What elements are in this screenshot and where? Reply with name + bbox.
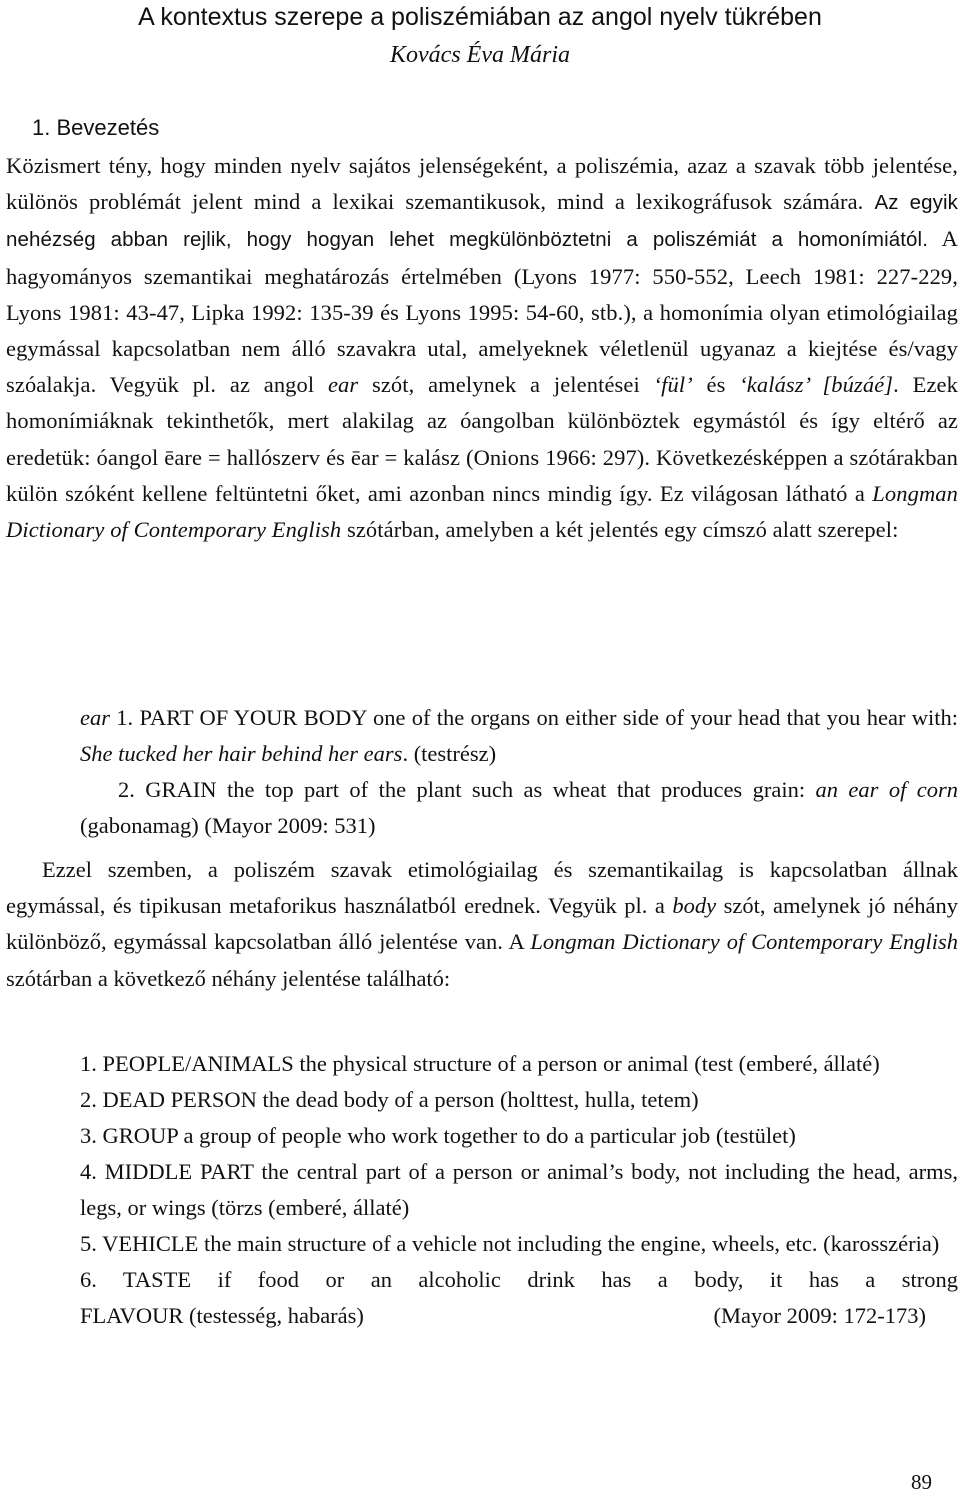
text-run: Az egyik nehézség abban rejlik, hogy hogyan lehet megkülönböztetni a poliszémiát a homonímiától. [6,191,958,252]
text-run: 2. GRAIN the top part of the plant such as wheat that produces grain: [118,777,816,802]
meaning-ful: ‘fül’ [653,372,693,398]
list-item: 2. DEAD PERSON the dead body of a person (holttest, hulla, tetem) [80,1087,699,1112]
term-ear: ear [327,372,359,398]
text-run: A hagyományos szemantikai meghatározás értelmében (Lyons 1977: 550-552, Leech 1981: 227-229, Lyons 1981: 43-47, Lipka 1992: 135-39 és Lyons 1995: 54-60, stb.), a homonímia olyan etimológiailag egymással kapcsolatban nem álló szavakra utal, amelyeknek véletlenül ugyanaz a kiejtése és/vagy szóalakja. Vegyük pl. az angol [6,226,958,398]
text-run: szótárban a következő néhány jelentése található: [6,965,451,991]
dictionary-entry-ear-1 [80,700,958,772]
entry-example: an ear of corn [815,777,958,802]
meaning-kalasz: ‘kalász’ [búzáé] [739,372,894,398]
author-name: Kovács Éva Mária [390,42,570,68]
intro-paragraph [6,148,958,548]
text-run: szótárban, amelyben a két jelentés egy címszó alatt szerepel: [341,517,899,543]
sense-text-end: FLAVOUR (testesség, habarás) [80,1303,364,1328]
list-item: 4. MIDDLE PART the central part of a person or animal’s body, not including the head, arms, legs, or wings (törzs (emberé, állaté) [80,1159,958,1220]
text-run: (gabonamag) (Mayor 2009: 531) [80,813,376,838]
entry-headword: ear [80,705,110,730]
list-item [80,1262,958,1334]
paper-title: A kontextus szerepe a poliszémiában az angol nyelv tükrében [138,3,822,31]
entry-example: She tucked her hair behind her ears [80,741,403,766]
dictionary-title: Longman Dictionary of Contemporary English [530,929,958,955]
citation: (Mayor 2009: 172-173) [713,1303,926,1328]
dictionary-entry-ear-2 [80,772,958,844]
text-run: Ezzel szemben, a poliszém szavak etimológiailag és szemantikailag is kapcsolatban állnak egymással, és tipikusan metaforikus használatból erednek. Vegyük pl. a [6,857,958,919]
sense-text: 6. TASTE if food or an alcoholic drink has a body, it has a strong [80,1267,958,1292]
sense-last-line [80,1298,958,1334]
text-run: szót, amelynek a jelentései [358,372,654,398]
text-run: szót, amelynek jó néhány különböző, egymással kapcsolatban álló jelentése van. A [6,893,958,955]
text-run: . (testrész) [402,741,497,766]
text-run: és [692,372,740,398]
list-item: 1. PEOPLE/ANIMALS the physical structure of a person or animal (test (emberé, állaté) [80,1051,880,1076]
list-item: 3. GROUP a group of people who work together to do a particular job (testület) [80,1123,796,1148]
text-run: Közismert tény, hogy minden nyelv sajátos jelenségeként, a poliszémia, azaz a szavak több jelentése, különös problémát jelent mind a lexikai szemantikusok, mind a lexikográfusok számára. [6,153,958,215]
list-item: 5. VEHICLE the main structure of a vehicle not including the engine, wheels, etc. (karosszéria) [80,1231,940,1256]
term-body: body [672,893,717,919]
dictionary-title: Longman Dictionary of Contemporary English [6,480,958,543]
page-number: 89 [911,1470,932,1494]
text-run: . Ezek homonímiáknak tekinthetők, mert alakilag az óangolban különböztek egymástól és így eltérő az eredetük: óangol ēare = hallószerv és ēar = kalász (Onions 1966: 297). Következésképpen a szótárakban külön szóként kellene feltüntetni őket, ami azonban nincs mindig így. Ez világosan látható a [6,372,958,506]
text-run: 1. PART OF YOUR BODY one of the organs on either side of your head that you hear with: [110,705,958,730]
section-heading: 1. Bevezetés [32,115,160,140]
body-paragraph [6,852,958,997]
body-senses-list [80,1046,958,1334]
